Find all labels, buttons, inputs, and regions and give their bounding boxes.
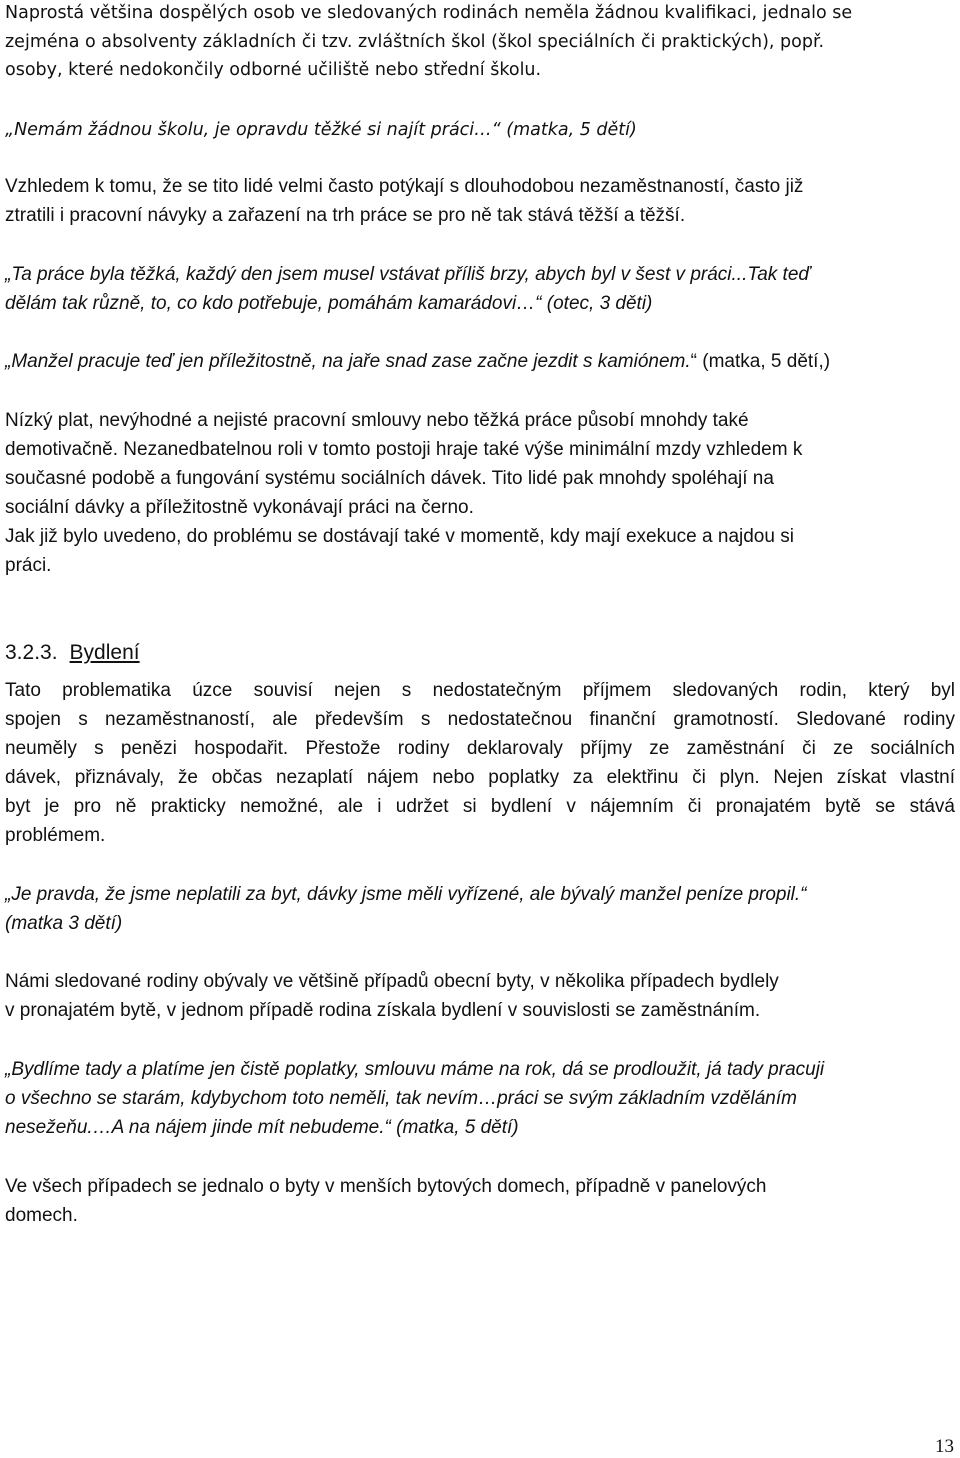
quote-line: „Je pravda, že jsme neplatili za byt, dávky jsme měli vyřízené, ale bývalý manžel peníze propil.“: [5, 884, 807, 905]
paragraph-line: Ve všech případech se jednalo o byty v menších bytových domech, případně v panelových: [5, 1176, 767, 1197]
quote-line: o všechno se starám, kdybychom toto neměli, tak nevím…práci se svým základním vzděláním: [5, 1088, 797, 1109]
paragraph-line: Naprostá většina dospělých osob ve sledovaných rodinách neměla žádnou kvalifikaci, jednalo se: [5, 3, 853, 23]
paragraph-line: dávek, přiznávaly, že občas nezaplatí nájem nebo poplatky za elektřinu či plyn. Nejen získat vlastní: [5, 767, 955, 788]
quote-line: dělám tak různě, to, co kdo potřebuje, pomáhám kamarádovi…“ (otec, 3 děti): [5, 293, 653, 314]
paragraph-line: zejména o absolventy základních či tzv. zvláštních škol (škol speciálních či praktických), popř.: [5, 32, 825, 52]
paragraph-line: sociální dávky a příležitostně vykonávají práci na černo.: [5, 497, 474, 518]
paragraph-line: Nízký plat, nevýhodné a nejisté pracovní smlouvy nebo těžká práce působí mnohdy také: [5, 410, 749, 431]
section-heading: [5, 641, 140, 665]
quote-source: “ (matka, 5 dětí,): [690, 351, 831, 372]
paragraph-line: Námi sledované rodiny obývaly ve většině případů obecní byty, v několika případech bydlely: [5, 971, 779, 992]
paragraph-line: ztratili i pracovní návyky a zařazení na trh práce se pro ně tak stává těžší a těžší.: [5, 205, 686, 226]
page-number: 13: [935, 1436, 954, 1457]
quote-line: „Ta práce byla těžká, každý den jsem musel vstávat příliš brzy, abych byl v šest v práci...Tak teď: [5, 264, 811, 285]
paragraph-line: práci.: [5, 555, 52, 576]
paragraph-line: v pronajatém bytě, v jednom případě rodina získala bydlení v souvislosti se zaměstnáním.: [5, 1000, 761, 1021]
paragraph-line: neuměly s penězi hospodařit. Přestože rodiny deklarovaly příjmy ze zaměstnání či ze sociálních: [5, 738, 955, 759]
paragraph-line: byt je pro ně prakticky nemožné, ale i udržet si bydlení v nájemním či pronajatém bytě se stává: [5, 796, 955, 817]
section-number: 3.2.3.: [5, 641, 58, 664]
paragraph-line: domech.: [5, 1205, 78, 1226]
section-title: Bydlení: [69, 641, 140, 664]
paragraph-line: osoby, které nedokončily odborné učiliště nebo střední školu.: [5, 60, 542, 80]
paragraph-line: demotivačně. Nezanedbatelnou roli v tomto postoji hraje také výše minimální mzdy vzhledem k: [5, 439, 803, 460]
paragraph-line: Vzhledem k tomu, že se tito lidé velmi často potýkají s dlouhodobou nezaměstnaností, často již: [5, 176, 804, 197]
quote-line: „Bydlíme tady a platíme jen čistě poplatky, smlouvu máme na rok, dá se prodloužit, já tady pracuji: [5, 1059, 825, 1080]
quote-line: nesežeňu.…A na nájem jinde mít nebudeme.“ (matka, 5 dětí): [5, 1117, 519, 1138]
paragraph-line: Jak již bylo uvedeno, do problému se dostávají také v momentě, kdy mají exekuce a najdou si: [5, 526, 794, 547]
paragraph-line: Tato problematika úzce souvisí nejen s nedostatečným příjmem sledovaných rodin, který byl: [5, 680, 955, 701]
quote-line: [5, 349, 830, 375]
quote-text: „Manžel pracuje teď jen příležitostně, na jaře snad zase začne jezdit s kamiónem.: [5, 351, 691, 372]
paragraph-line: problémem.: [5, 825, 106, 846]
paragraph-line: současné podobě a fungování systému sociálních dávek. Tito lidé pak mnohdy spoléhají na: [5, 468, 774, 489]
quote-line: (matka 3 dětí): [5, 913, 123, 934]
quote-line: „Nemám žádnou školu, je opravdu těžké si najít práci…“ (matka, 5 dětí): [5, 120, 637, 140]
paragraph-line: spojen s nezaměstnaností, ale především s nedostatečnou finanční gramotností. Sledované rodiny: [5, 709, 955, 730]
